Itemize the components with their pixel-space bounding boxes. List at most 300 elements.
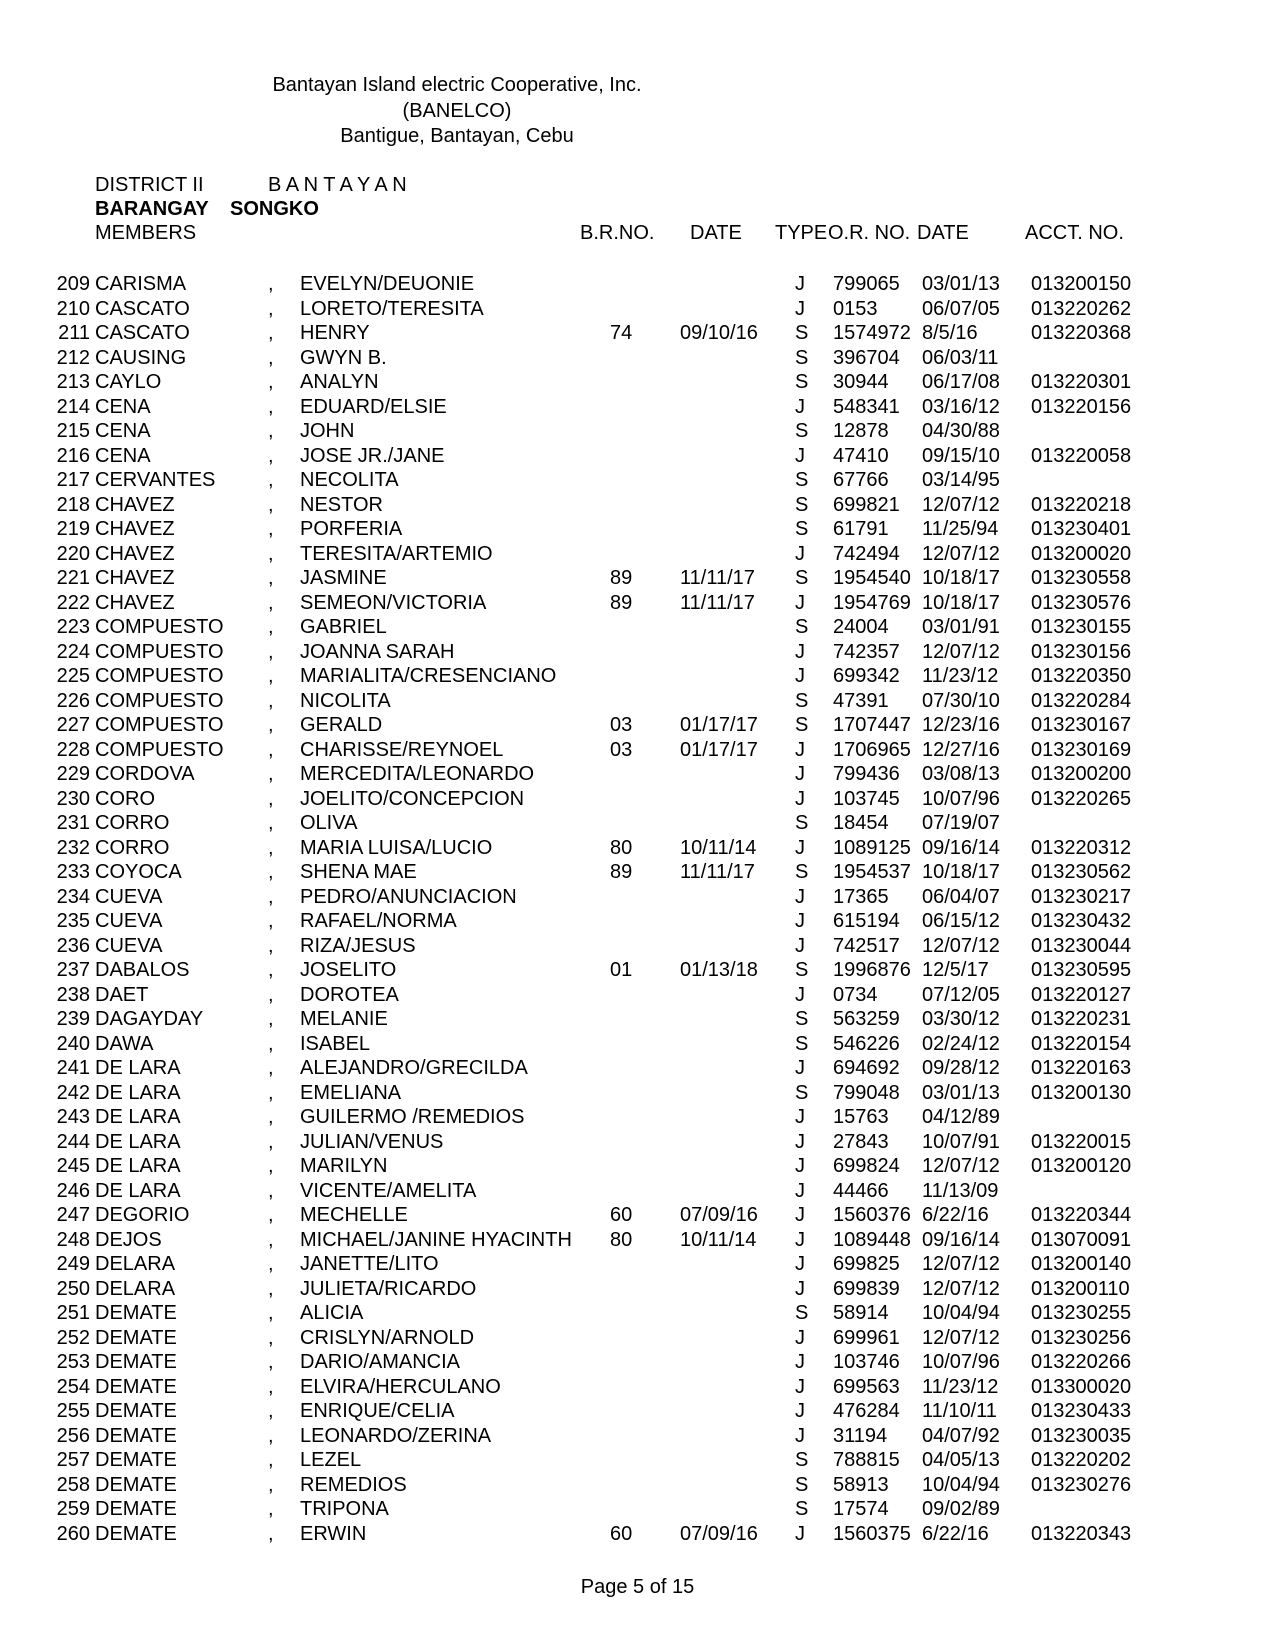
table-row xyxy=(0,272,1275,297)
account-number: 013220368 xyxy=(1031,322,1132,344)
name-separator: , xyxy=(268,1351,274,1373)
name-separator: , xyxy=(268,1449,274,1471)
or-number: 699563 xyxy=(833,1375,900,1398)
member-last-name: DEMATE xyxy=(95,1351,177,1373)
table-row xyxy=(0,493,1275,518)
br-number: 89 xyxy=(610,567,633,589)
member-last-name: CENA xyxy=(95,420,151,442)
or-number: 742357 xyxy=(833,640,900,663)
member-last-name: DELARA xyxy=(95,1277,176,1300)
org-abbreviation: (BANELCO) xyxy=(402,100,512,122)
member-first-name: DOROTEA xyxy=(300,983,399,1006)
account-number: 013230401 xyxy=(1031,518,1132,540)
table-row xyxy=(0,983,1275,1008)
member-last-name: CORRO xyxy=(95,836,170,859)
br-date: 01/17/17 xyxy=(680,738,758,761)
member-type: J xyxy=(795,983,805,1006)
member-last-name: DAGAYDAY xyxy=(95,1008,204,1030)
or-date: 11/25/94 xyxy=(922,518,999,540)
member-type: J xyxy=(795,273,805,295)
or-number: 15763 xyxy=(833,1106,889,1128)
or-number: 1574972 xyxy=(833,322,911,344)
account-number: 013230276 xyxy=(1031,1473,1132,1496)
member-number: 217 xyxy=(56,469,90,491)
name-separator: , xyxy=(268,885,274,908)
member-number: 252 xyxy=(56,1326,90,1349)
table-row xyxy=(0,787,1275,812)
member-type: J xyxy=(795,1522,805,1545)
or-date: 12/07/12 xyxy=(922,640,1000,663)
table-row xyxy=(0,836,1275,861)
br-number: 89 xyxy=(610,861,633,883)
name-separator: , xyxy=(268,983,274,1006)
or-date: 09/16/14 xyxy=(922,836,1000,859)
member-type: S xyxy=(795,959,809,981)
account-number: 013230562 xyxy=(1031,861,1132,883)
member-last-name: DELARA xyxy=(95,1253,176,1275)
account-number: 013220058 xyxy=(1031,444,1132,467)
table-row xyxy=(0,1252,1275,1277)
or-date: 04/05/13 xyxy=(922,1449,1000,1471)
or-date: 09/02/89 xyxy=(922,1498,1000,1520)
name-separator: , xyxy=(268,542,274,565)
table-row xyxy=(0,1081,1275,1106)
or-date: 11/10/11 xyxy=(922,1400,997,1422)
member-last-name: DEMATE xyxy=(95,1424,177,1447)
member-type: J xyxy=(795,1277,805,1300)
account-number: 013230035 xyxy=(1031,1424,1132,1447)
member-first-name: MICHAEL/JANINE HYACINTH xyxy=(300,1228,572,1251)
table-row xyxy=(0,1203,1275,1228)
member-first-name: JANETTE/LITO xyxy=(300,1253,439,1275)
member-last-name: CENA xyxy=(95,444,151,467)
or-number: 694692 xyxy=(833,1057,900,1079)
br-number: 80 xyxy=(610,836,633,859)
name-separator: , xyxy=(268,273,274,295)
or-number: 67766 xyxy=(833,469,889,491)
district-value: B A N T A Y A N xyxy=(268,174,407,196)
member-last-name: DEMATE xyxy=(95,1400,177,1422)
member-first-name: RIZA/JESUS xyxy=(300,934,416,957)
member-number: 255 xyxy=(56,1400,90,1422)
account-number: 013230432 xyxy=(1031,910,1132,932)
name-separator: , xyxy=(268,420,274,442)
member-last-name: DAWA xyxy=(95,1032,154,1055)
or-date: 10/18/17 xyxy=(922,861,1000,883)
or-date: 04/07/92 xyxy=(922,1424,1000,1447)
name-separator: , xyxy=(268,836,274,859)
account-number: 013300020 xyxy=(1031,1375,1132,1398)
member-first-name: LEONARDO/ZERINA xyxy=(300,1424,492,1447)
member-first-name: RAFAEL/NORMA xyxy=(300,910,457,932)
or-date: 04/30/88 xyxy=(922,420,1000,442)
member-last-name: CORDOVA xyxy=(95,763,195,785)
or-date: 03/01/13 xyxy=(922,273,1000,295)
member-first-name: JOELITO/CONCEPCION xyxy=(300,787,525,810)
member-type: S xyxy=(795,714,809,736)
br-date: 09/10/16 xyxy=(680,322,758,344)
org-name: Bantayan Island electric Cooperative, Inc. xyxy=(272,74,642,96)
table-row xyxy=(0,1007,1275,1032)
col-acct-no: ACCT. NO. xyxy=(1025,222,1124,244)
member-last-name: DE LARA xyxy=(95,1081,181,1104)
account-number: 013230167 xyxy=(1031,714,1132,736)
member-last-name: COMPUESTO xyxy=(95,665,224,687)
member-last-name: DE LARA xyxy=(95,1130,181,1153)
col-members: MEMBERS xyxy=(95,222,197,244)
or-number: 615194 xyxy=(833,910,900,932)
or-date: 07/30/10 xyxy=(922,689,1000,712)
account-number: 013230558 xyxy=(1031,567,1132,589)
member-last-name: CHAVEZ xyxy=(95,493,175,516)
table-row xyxy=(0,419,1275,444)
member-type: J xyxy=(795,1351,805,1373)
account-number: 013220163 xyxy=(1031,1057,1132,1079)
member-type: J xyxy=(795,934,805,957)
or-date: 03/08/13 xyxy=(922,763,1000,785)
br-number: 03 xyxy=(610,714,633,736)
table-row xyxy=(0,762,1275,787)
member-number: 234 xyxy=(56,885,90,908)
member-number: 237 xyxy=(56,959,90,981)
member-type: S xyxy=(795,1449,809,1471)
name-separator: , xyxy=(268,1400,274,1422)
or-number: 1089125 xyxy=(833,836,911,859)
member-last-name: DEJOS xyxy=(95,1228,162,1251)
or-number: 742517 xyxy=(833,934,900,957)
name-separator: , xyxy=(268,346,274,369)
member-first-name: NECOLITA xyxy=(300,469,399,491)
account-number: 013230155 xyxy=(1031,616,1132,638)
member-last-name: CUEVA xyxy=(95,910,163,932)
member-number: 246 xyxy=(56,1179,90,1202)
member-first-name: CHARISSE/REYNOEL xyxy=(300,738,504,761)
member-type: J xyxy=(795,1400,805,1422)
member-first-name: MARIALITA/CRESENCIANO xyxy=(300,665,557,687)
member-first-name: JOSE JR./JANE xyxy=(300,444,445,467)
or-number: 31194 xyxy=(833,1424,888,1447)
member-type: S xyxy=(795,322,809,344)
member-first-name: MECHELLE xyxy=(300,1204,408,1226)
table-row xyxy=(0,468,1275,493)
member-first-name: OLIVA xyxy=(300,812,358,834)
or-date: 03/14/95 xyxy=(922,469,1000,491)
member-last-name: CHAVEZ xyxy=(95,591,175,614)
or-date: 11/23/12 xyxy=(922,1375,999,1398)
member-first-name: ISABEL xyxy=(300,1032,371,1055)
name-separator: , xyxy=(268,395,274,418)
or-number: 699824 xyxy=(833,1155,900,1177)
table-row xyxy=(0,664,1275,689)
account-number: 013200130 xyxy=(1031,1081,1132,1104)
name-separator: , xyxy=(268,1277,274,1300)
or-number: 0153 xyxy=(833,297,878,320)
member-last-name: CORO xyxy=(95,787,155,810)
account-number: 013230433 xyxy=(1031,1400,1132,1422)
table-row xyxy=(0,370,1275,395)
or-date: 12/27/16 xyxy=(922,738,1000,761)
or-number: 1560376 xyxy=(833,1204,911,1226)
member-type: S xyxy=(795,567,809,589)
member-type: S xyxy=(795,1081,809,1104)
or-number: 58914 xyxy=(833,1302,889,1324)
member-type: J xyxy=(795,1179,805,1202)
name-separator: , xyxy=(268,714,274,736)
or-date: 07/19/07 xyxy=(922,812,1000,834)
member-number: 233 xyxy=(56,861,90,883)
or-number: 1706965 xyxy=(833,738,911,761)
member-type: J xyxy=(795,665,805,687)
member-type: J xyxy=(795,640,805,663)
or-number: 699839 xyxy=(833,1277,900,1300)
member-type: J xyxy=(795,1057,805,1079)
name-separator: , xyxy=(268,616,274,638)
member-type: J xyxy=(795,1155,805,1177)
or-number: 103745 xyxy=(833,787,900,810)
member-type: J xyxy=(795,738,805,761)
member-first-name: SHENA MAE xyxy=(300,861,417,883)
member-first-name: JASMINE xyxy=(300,567,387,589)
or-date: 02/24/12 xyxy=(922,1032,1000,1055)
member-first-name: ERWIN xyxy=(300,1522,367,1545)
name-separator: , xyxy=(268,1473,274,1496)
account-number: 013220154 xyxy=(1031,1032,1132,1055)
member-number: 229 xyxy=(56,763,90,785)
or-date: 06/07/05 xyxy=(922,297,1000,320)
or-date: 12/07/12 xyxy=(922,1253,1000,1275)
member-first-name: SEMEON/VICTORIA xyxy=(300,591,487,614)
account-number: 013200110 xyxy=(1031,1277,1130,1300)
member-type: S xyxy=(795,493,809,516)
name-separator: , xyxy=(268,640,274,663)
member-first-name: MARILYN xyxy=(300,1155,388,1177)
name-separator: , xyxy=(268,959,274,981)
member-last-name: CORRO xyxy=(95,812,170,834)
member-number: 215 xyxy=(56,420,90,442)
or-number: 742494 xyxy=(833,542,900,565)
name-separator: , xyxy=(268,1253,274,1275)
table-row xyxy=(0,1375,1275,1400)
member-last-name: COMPUESTO xyxy=(95,738,224,761)
account-number: 013230255 xyxy=(1031,1302,1132,1324)
member-type: S xyxy=(795,689,809,712)
org-address: Bantigue, Bantayan, Cebu xyxy=(340,125,574,147)
or-date: 06/15/12 xyxy=(922,910,1000,932)
name-separator: , xyxy=(268,322,274,344)
or-number: 103746 xyxy=(833,1351,900,1373)
table-row xyxy=(0,444,1275,469)
member-first-name: CRISLYN/ARNOLD xyxy=(300,1326,475,1349)
member-number: 239 xyxy=(56,1008,90,1030)
member-last-name: DEMATE xyxy=(95,1473,177,1496)
member-number: 221 xyxy=(56,567,90,589)
member-number: 213 xyxy=(56,371,90,393)
member-number: 224 xyxy=(56,640,90,663)
member-number: 248 xyxy=(56,1228,90,1251)
name-separator: , xyxy=(268,1204,274,1226)
br-date: 07/09/16 xyxy=(680,1522,758,1545)
member-first-name: JOSELITO xyxy=(300,959,397,981)
member-number: 228 xyxy=(56,738,90,761)
br-date: 01/13/18 xyxy=(680,959,758,981)
account-number: 013230217 xyxy=(1031,885,1132,908)
br-number: 74 xyxy=(610,322,633,344)
account-number: 013230256 xyxy=(1031,1326,1132,1349)
member-last-name: CASCATO xyxy=(95,322,190,344)
name-separator: , xyxy=(268,1522,274,1545)
table-row xyxy=(0,542,1275,567)
page-number: Page 5 of 15 xyxy=(580,1576,695,1598)
member-type: J xyxy=(795,910,805,932)
or-date: 12/07/12 xyxy=(922,934,1000,957)
member-type: J xyxy=(795,1375,805,1398)
or-date: 12/07/12 xyxy=(922,1155,1000,1177)
or-date: 12/07/12 xyxy=(922,1326,1000,1349)
or-number: 58913 xyxy=(833,1473,889,1496)
name-separator: , xyxy=(268,689,274,712)
member-type: J xyxy=(795,444,805,467)
account-number: 013200150 xyxy=(1031,273,1132,295)
member-first-name: ALEJANDRO/GRECILDA xyxy=(300,1057,528,1079)
col-or-date: DATE xyxy=(917,222,969,244)
name-separator: , xyxy=(268,1326,274,1349)
name-separator: , xyxy=(268,567,274,589)
member-last-name: CAUSING xyxy=(95,346,187,369)
member-first-name: DARIO/AMANCIA xyxy=(300,1351,461,1373)
br-date: 10/11/14 xyxy=(680,1228,757,1251)
member-first-name: GERALD xyxy=(300,714,383,736)
member-type: S xyxy=(795,371,809,393)
table-row xyxy=(0,1056,1275,1081)
member-first-name: HENRY xyxy=(300,322,370,344)
member-type: J xyxy=(795,297,805,320)
member-number: 256 xyxy=(56,1424,90,1447)
barangay-value: SONGKO xyxy=(230,198,319,220)
member-last-name: CARISMA xyxy=(95,273,187,295)
member-type: S xyxy=(795,518,809,540)
member-last-name: COMPUESTO xyxy=(95,689,224,712)
table-row xyxy=(0,591,1275,616)
account-number: 013220312 xyxy=(1031,836,1132,859)
member-first-name: EDUARD/ELSIE xyxy=(300,395,447,418)
member-type: J xyxy=(795,1253,805,1275)
member-number: 260 xyxy=(56,1522,90,1545)
or-date: 12/07/12 xyxy=(922,493,1000,516)
or-date: 09/16/14 xyxy=(922,1228,1000,1251)
table-row xyxy=(0,689,1275,714)
name-separator: , xyxy=(268,1179,274,1202)
member-last-name: CUEVA xyxy=(95,934,163,957)
member-number: 258 xyxy=(56,1473,90,1496)
member-last-name: CASCATO xyxy=(95,297,190,320)
member-type: S xyxy=(795,616,809,638)
or-date: 10/18/17 xyxy=(922,567,1000,589)
member-type: S xyxy=(795,812,809,834)
account-number: 013070091 xyxy=(1031,1228,1132,1251)
or-number: 1560375 xyxy=(833,1522,911,1545)
br-date: 01/17/17 xyxy=(680,714,758,736)
member-type: S xyxy=(795,861,809,883)
or-number: 0734 xyxy=(833,983,878,1006)
member-first-name: MARIA LUISA/LUCIO xyxy=(300,836,493,859)
col-or-no: O.R. NO. xyxy=(828,222,911,244)
account-number: 013220301 xyxy=(1031,371,1132,393)
or-number: 788815 xyxy=(833,1449,900,1471)
member-first-name: PEDRO/ANUNCIACION xyxy=(300,885,517,908)
member-number: 240 xyxy=(56,1032,90,1055)
member-type: J xyxy=(795,591,805,614)
member-last-name: COMPUESTO xyxy=(95,640,224,663)
member-first-name: JOANNA SARAH xyxy=(300,640,455,663)
table-row xyxy=(0,1448,1275,1473)
or-number: 47391 xyxy=(833,689,889,712)
or-date: 10/07/96 xyxy=(922,787,1000,810)
table-row xyxy=(0,713,1275,738)
name-separator: , xyxy=(268,1424,274,1447)
table-row xyxy=(0,1301,1275,1326)
table-row xyxy=(0,1522,1275,1547)
member-number: 225 xyxy=(56,665,90,687)
or-date: 09/28/12 xyxy=(922,1057,1000,1079)
or-number: 1954540 xyxy=(833,567,911,589)
table-row xyxy=(0,934,1275,959)
table-row xyxy=(0,346,1275,371)
table-row xyxy=(0,321,1275,346)
table-row xyxy=(0,958,1275,983)
name-separator: , xyxy=(268,297,274,320)
member-number: 249 xyxy=(56,1253,90,1275)
member-last-name: COYOCA xyxy=(95,861,182,883)
name-separator: , xyxy=(268,1008,274,1030)
member-first-name: ENRIQUE/CELIA xyxy=(300,1400,455,1422)
or-date: 12/5/17 xyxy=(922,959,989,981)
member-first-name: PORFERIA xyxy=(300,518,403,540)
member-number: 236 xyxy=(56,934,90,957)
account-number: 013220202 xyxy=(1031,1449,1132,1471)
account-number: 013200140 xyxy=(1031,1253,1132,1275)
or-number: 1954537 xyxy=(833,861,911,883)
member-number: 232 xyxy=(56,836,90,859)
or-number: 61791 xyxy=(833,518,889,540)
member-number: 245 xyxy=(56,1155,90,1177)
member-number: 219 xyxy=(56,518,90,540)
table-row xyxy=(0,1399,1275,1424)
member-number: 214 xyxy=(56,395,90,418)
account-number: 013220156 xyxy=(1031,395,1132,418)
table-row xyxy=(0,1032,1275,1057)
member-first-name: ALICIA xyxy=(300,1302,364,1324)
or-number: 799436 xyxy=(833,763,900,785)
or-number: 1707447 xyxy=(833,714,911,736)
table-row xyxy=(0,1130,1275,1155)
name-separator: , xyxy=(268,763,274,785)
account-number: 013220231 xyxy=(1031,1008,1132,1030)
member-first-name: NICOLITA xyxy=(300,689,391,712)
account-number: 013230576 xyxy=(1031,591,1132,614)
table-row xyxy=(0,1228,1275,1253)
or-number: 396704 xyxy=(833,346,900,369)
member-type: S xyxy=(795,420,809,442)
member-type: J xyxy=(795,1106,805,1128)
member-last-name: CHAVEZ xyxy=(95,542,175,565)
table-row xyxy=(0,1277,1275,1302)
table-row xyxy=(0,1154,1275,1179)
or-number: 548341 xyxy=(833,395,900,418)
or-number: 563259 xyxy=(833,1008,900,1030)
member-first-name: ANALYN xyxy=(300,371,379,393)
member-first-name: LEZEL xyxy=(300,1449,362,1471)
name-separator: , xyxy=(268,1228,274,1251)
